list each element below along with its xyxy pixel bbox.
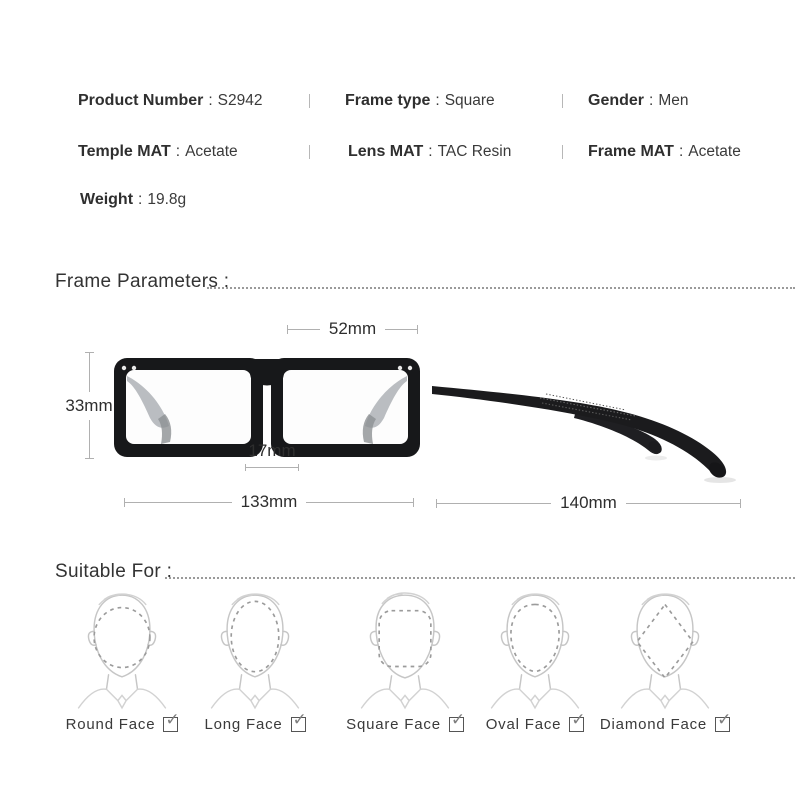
face-label-row [56,710,188,733]
spec-temple-material [78,143,238,161]
check-mark: ✓ [571,710,586,729]
measure-tick [413,498,414,507]
face-label: Square Face [346,716,441,733]
measure-line [626,503,740,504]
square-face-illustration [353,590,457,712]
face-label-row [339,710,471,733]
dotted-rule [207,287,795,289]
suitable-for-heading: Suitable For : [55,561,173,582]
measure-tick [740,499,741,508]
face-label: Long Face [204,716,283,733]
measure-line [288,329,320,330]
checkbox-checked-icon [291,710,307,732]
spec-product-number [78,92,262,110]
measure-line [89,353,90,392]
spec-label: Lens MAT [348,143,424,160]
measure-line [89,420,90,459]
column-divider [309,145,310,159]
oval-face-illustration [483,590,587,712]
measure-line [306,502,413,503]
lens-width-measure [287,319,418,339]
long-face-illustration [203,590,307,712]
measure-tick [298,464,299,471]
face-option-oval [469,590,601,755]
face-option-diamond [599,590,731,755]
check-mark: ✓ [165,710,180,729]
round-face-illustration [70,590,174,712]
temple-length-measure [436,493,741,513]
spec-separator: : [138,191,143,208]
spec-value: Acetate [185,143,238,160]
measure-tick [85,458,94,459]
spec-value: TAC Resin [437,143,512,160]
spec-value: Acetate [688,143,741,160]
frame-parameters-heading: Frame Parameters : [55,271,230,292]
spec-separator: : [175,143,181,160]
spec-gender [588,92,688,110]
spec-value: S2942 [217,92,263,109]
checkbox-checked-icon [449,710,466,732]
face-label: Oval Face [485,716,562,733]
spec-frame-material [588,143,741,161]
measure-line [246,467,298,468]
bridge-width-measure [241,441,303,471]
spec-label: Product Number [78,92,204,109]
face-label-row [599,710,732,733]
spec-separator: : [678,143,684,160]
face-label: Diamond Face [599,716,708,733]
dotted-rule [165,577,795,579]
column-divider [562,145,563,159]
temple-length-value: 140mm [560,493,617,512]
spec-label: Frame MAT [588,143,674,160]
spec-frame-type [345,92,495,110]
measure-line [437,503,551,504]
checkbox-checked-icon [715,710,732,732]
lens-width-value: 52mm [328,319,377,338]
checkbox-checked-icon [569,710,586,732]
measure-tick [417,325,418,334]
checkbox-checked-icon [163,710,180,732]
spec-label: Weight [80,191,134,208]
spec-label: Gender [588,92,645,109]
spec-separator: : [208,92,213,109]
column-divider [562,94,563,108]
face-label-row [469,710,601,733]
spec-value: Square [444,92,495,109]
face-label-row [189,710,321,733]
spec-separator: : [435,92,440,109]
face-option-long [189,590,321,755]
spec-value: 19.8g [147,191,187,208]
spec-weight [80,191,186,209]
spec-label: Frame type [345,92,431,109]
check-mark: ✓ [450,710,466,729]
face-option-square [339,590,471,755]
frame-width-value: 133mm [240,492,298,511]
spec-value: Men [658,92,689,109]
spec-label: Temple MAT [78,143,171,160]
face-label: Round Face [65,716,156,733]
measure-line [125,502,232,503]
column-divider [309,94,310,108]
bridge-width-value: 17mm [248,441,296,460]
check-mark: ✓ [292,710,307,729]
measure-line [385,329,417,330]
frame-width-measure [124,492,414,512]
spec-lens-material [348,143,511,161]
spec-separator: : [649,92,654,109]
lens-height-measure [63,352,115,459]
spec-separator: : [428,143,433,160]
face-option-round [56,590,188,755]
temple-side-view [428,374,768,486]
diamond-face-illustration [613,590,717,712]
check-mark: ✓ [717,710,732,729]
lens-height-value: 33mm [65,395,113,415]
